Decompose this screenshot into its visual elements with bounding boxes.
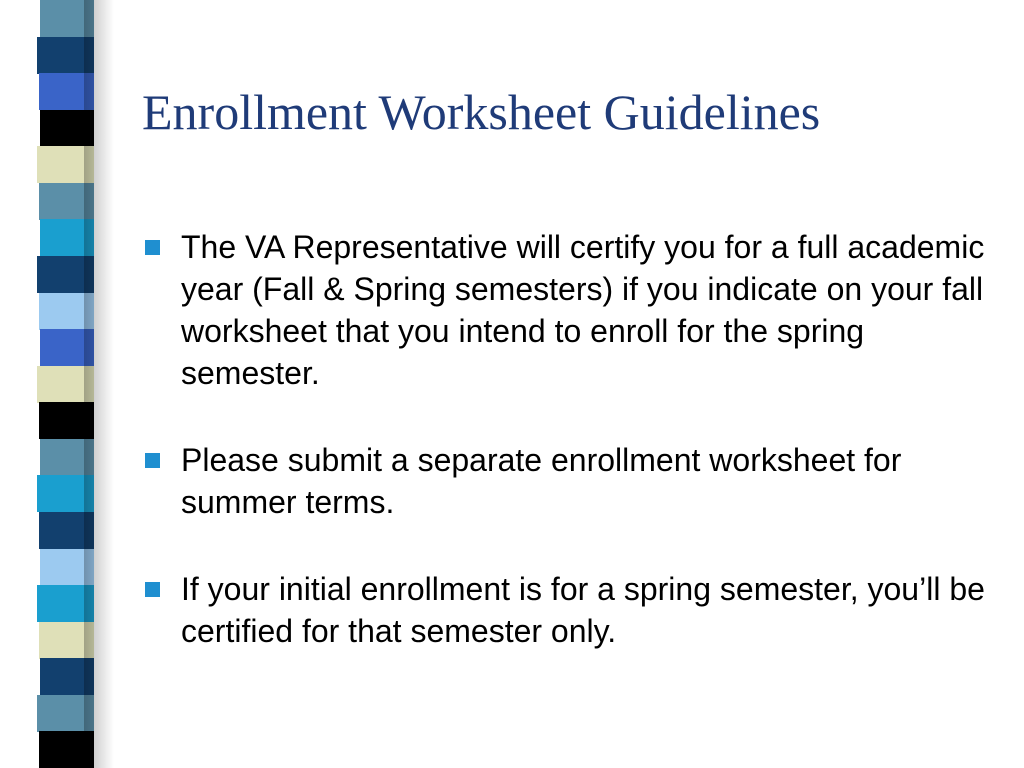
square-bullet-icon [145, 453, 160, 468]
bullet-item [145, 226, 1005, 394]
bullet-text: The VA Representative will certify you for a full academic year (Fall & Spring semesters) if you indicate on your fall worksheet that you intend to enroll for the spring semester. [181, 229, 985, 391]
bullet-item [145, 568, 1005, 652]
bullet-text: If your initial enrollment is for a spring semester, you’ll be certified for that semester only. [181, 571, 985, 649]
slide-title: Enrollment Worksheet Guidelines [142, 84, 821, 140]
square-bullet-icon [145, 240, 160, 255]
bullet-item [145, 439, 1005, 523]
bullet-text: Please submit a separate enrollment worksheet for summer terms. [181, 442, 902, 520]
stripe-shadow [84, 0, 114, 768]
bullet-list [145, 226, 1005, 652]
square-bullet-icon [145, 582, 160, 597]
